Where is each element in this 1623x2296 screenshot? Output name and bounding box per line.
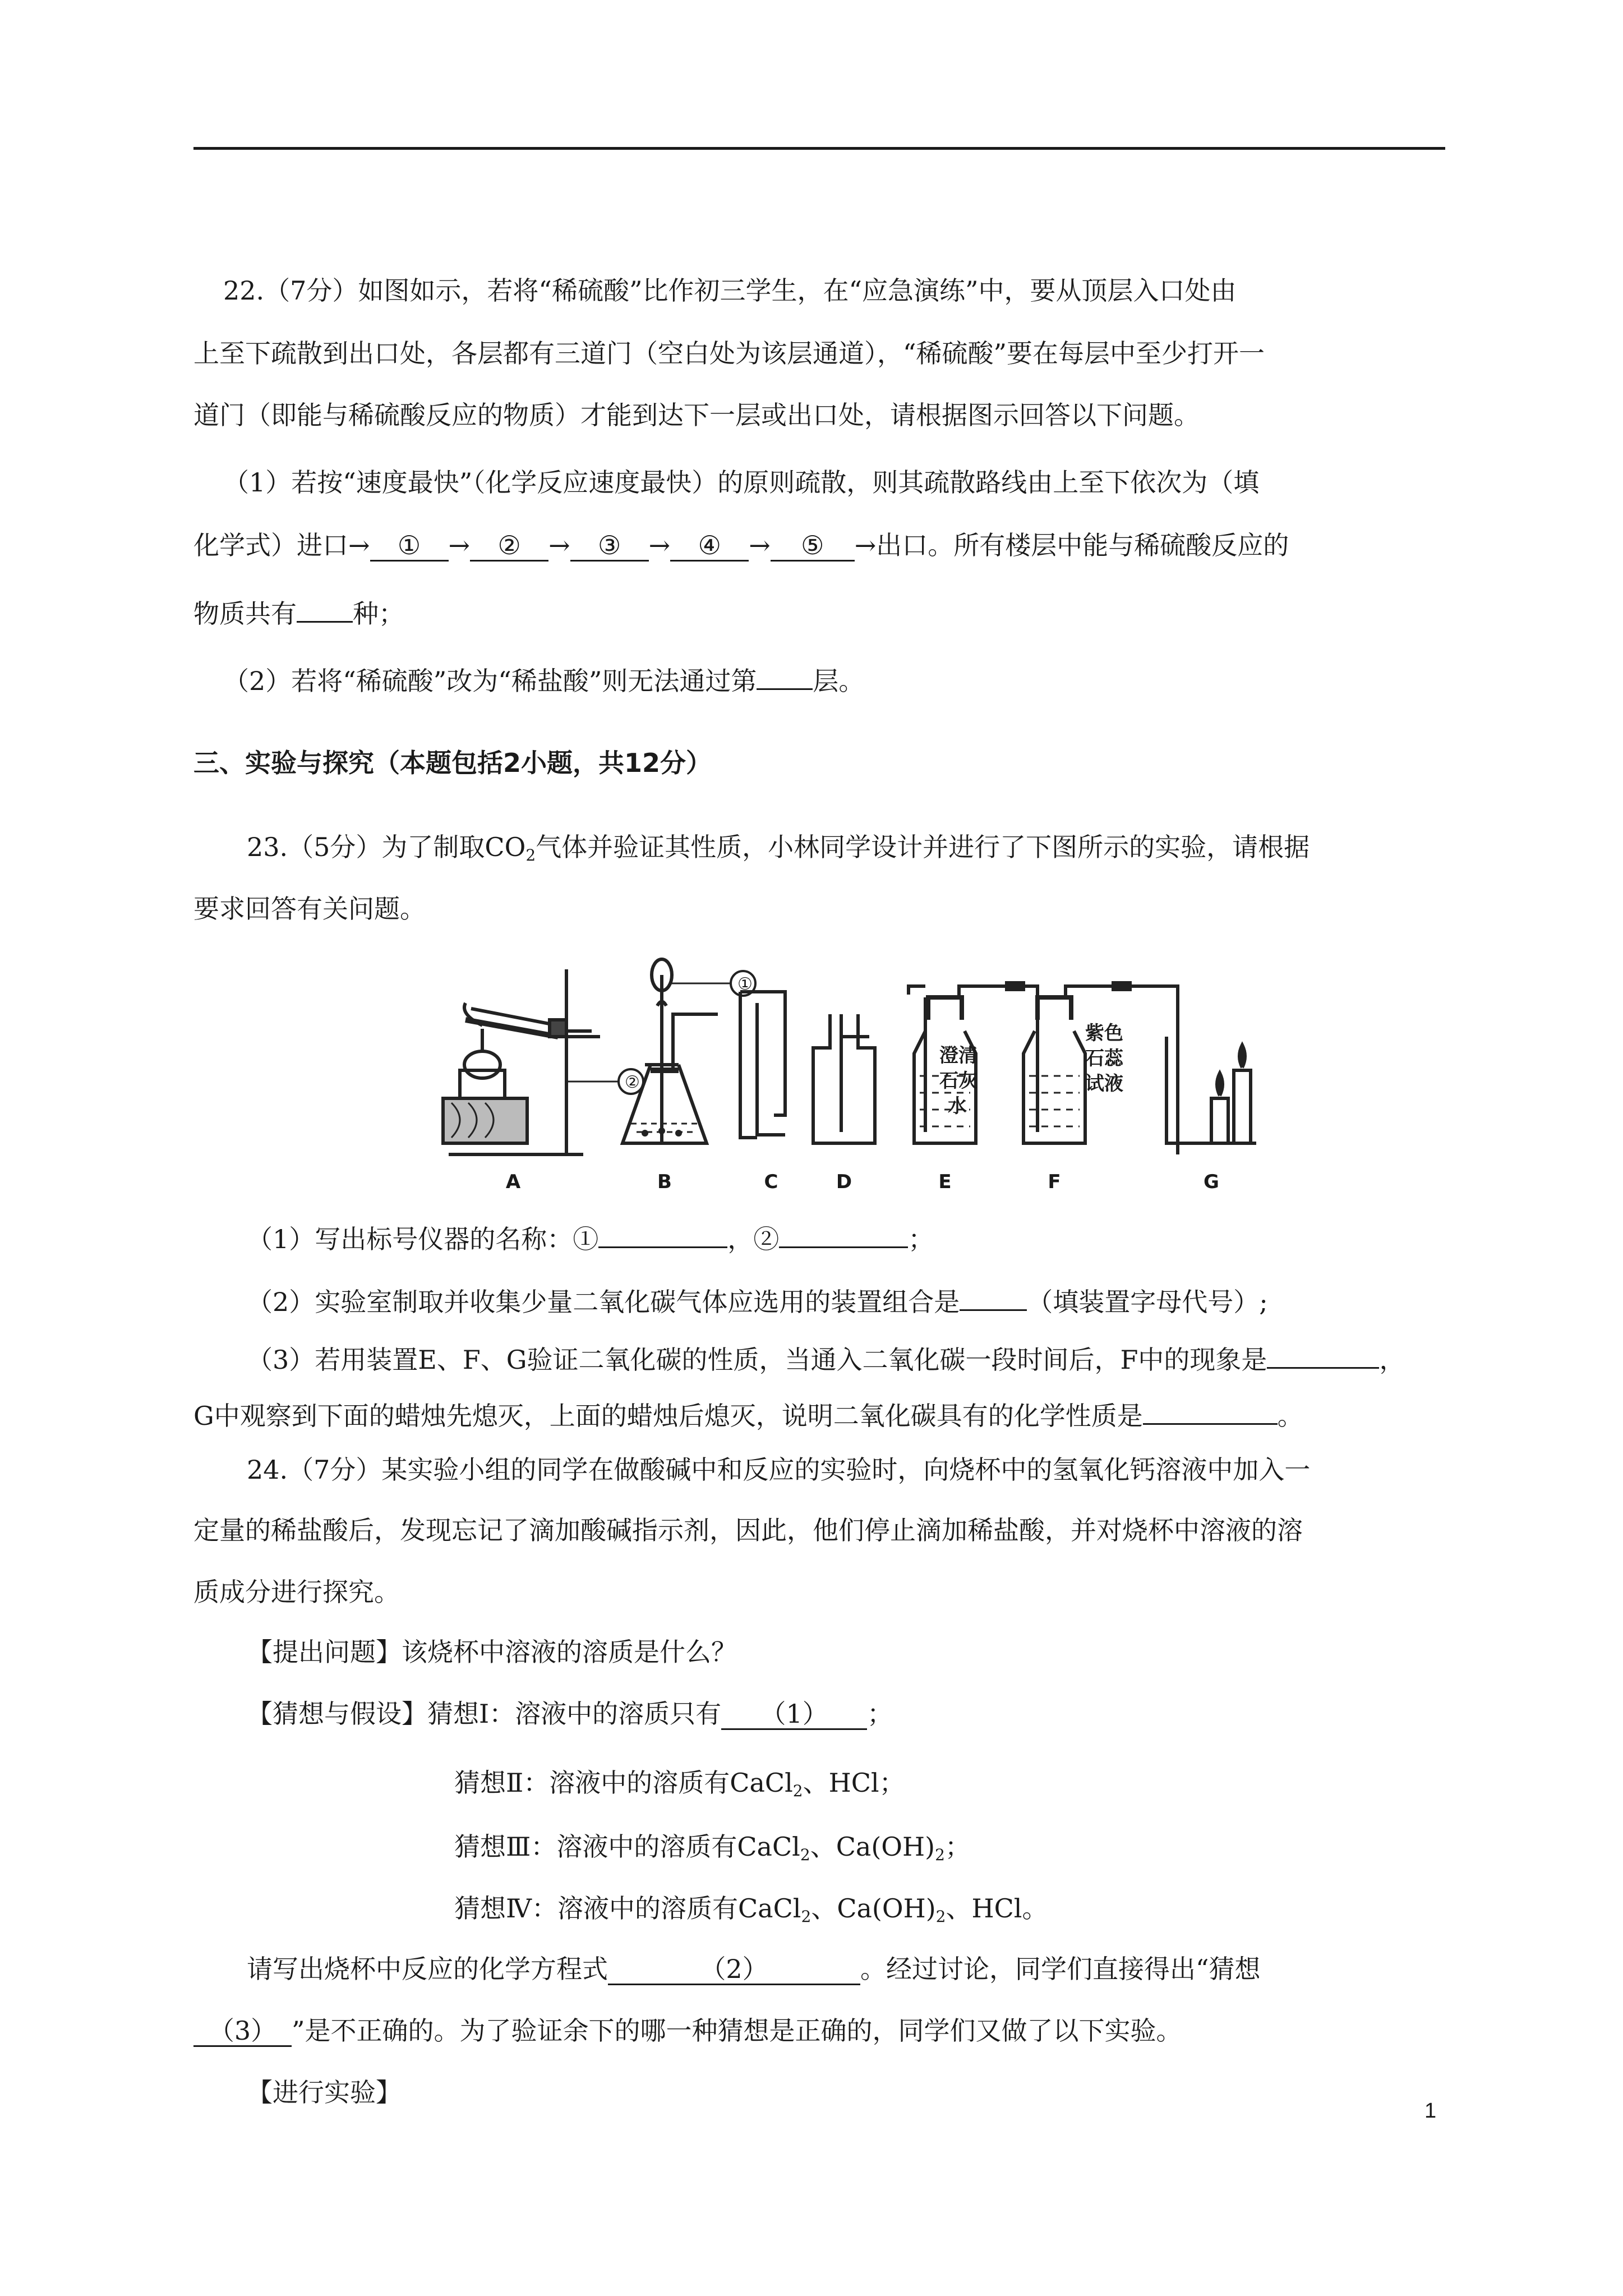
- label-e: E: [938, 1171, 952, 1193]
- answer-blank-2[interactable]: ②: [470, 531, 548, 562]
- e-label-line1: 澄清: [939, 1045, 978, 1067]
- apparatus-g: [1166, 1037, 1256, 1143]
- q23-sub3-line1: （3）若用装置E、F、G验证二氧化碳的性质，当通入二氧化碳一段时间后，F中的现象是 ，: [247, 1338, 1405, 1377]
- answer-blank-guess-number[interactable]: （3）: [193, 2016, 292, 2047]
- q24-line-3: 质成分进行探究。: [193, 1577, 400, 1607]
- answer-blank-phenomenon[interactable]: [1267, 1338, 1379, 1369]
- label-f: F: [1048, 1171, 1061, 1193]
- label-b: B: [657, 1171, 672, 1193]
- q23-sub2: （2）实验室制取并收集少量二氧化碳气体应选用的装置组合是 （填装置字母代号）;: [247, 1280, 1268, 1319]
- q23-sub1: （1）写出标号仪器的名称：① ，② ；: [247, 1217, 934, 1256]
- answer-blank-instrument-2[interactable]: [779, 1217, 908, 1248]
- q24-guess-4: 猜想Ⅳ：溶液中的溶质有CaCl$_2$、$Ca(OH)_2$、HCl。: [454, 1893, 1048, 1926]
- q22-part1-line-3: 物质共有 种；: [193, 592, 404, 631]
- label-a: A: [505, 1171, 521, 1193]
- answer-blank-instrument-1[interactable]: [598, 1217, 727, 1248]
- apparatus-b: [623, 959, 718, 1143]
- q24-guess-1: 【猜想与假设】猜想Ⅰ：溶液中的溶质只有 （1） ；: [247, 1699, 893, 1729]
- answer-blank-5[interactable]: ⑤: [771, 531, 855, 562]
- q24-equation-line: 请写出烧杯中反应的化学方程式 （2） 。经过讨论，同学们直接得出“猜想: [247, 1954, 1261, 1984]
- answer-blank-equation[interactable]: （2）: [608, 1954, 860, 1985]
- section-heading: 三、实验与探究（本题包括2小题，共12分）: [193, 748, 712, 778]
- q22-part2: （2）若将“稀硫酸”改为“稀盐酸”则无法通过第 层。: [223, 659, 864, 698]
- f-label-line1: 紫色: [1085, 1022, 1123, 1045]
- e-label-line2: 石灰: [939, 1070, 978, 1092]
- answer-blank-layer[interactable]: [757, 659, 813, 690]
- q24-line-1: 24.（7分）某实验小组的同学在做酸碱中和反应的实验时，向烧杯中的氢氧化钙溶液中加入一: [247, 1455, 1311, 1485]
- q23-line-2: 要求回答有关问题。: [193, 894, 426, 924]
- q22-part1-line-2: 化学式）进口→ ① → ② → ③ → ④ → ⑤ →出口。所有楼层中能与稀硫酸反应的: [193, 530, 1289, 560]
- f-label-line2: 石蕊: [1085, 1047, 1123, 1070]
- apparatus-d: [813, 1014, 875, 1143]
- label-d: D: [836, 1171, 852, 1193]
- q22-line-2: 上至下疏散到出口处，各层都有三道门（空白处为该层通道），“稀硫酸”要在每层中至少打开一: [193, 338, 1265, 369]
- q23-line-1: 23.（5分）为了制取$CO_2$气体并验证其性质，小林同学设计并进行了下图所示的实验，请根据: [247, 832, 1310, 864]
- q22-part1-line-1: （1）若按“速度最快”（化学反应速度最快）的原则疏散，则其疏散路线由上至下依次为（填: [223, 467, 1260, 498]
- header-rule: [193, 147, 1445, 150]
- experiment-apparatus-figure: [437, 953, 1256, 1199]
- q24-question: 【提出问题】该烧杯中溶液的溶质是什么？: [247, 1637, 737, 1667]
- answer-blank-3[interactable]: ③: [570, 531, 649, 562]
- q24-guess-3: 猜想Ⅲ：溶液中的溶质有CaCl$_2$、$Ca(OH)_2$；: [454, 1832, 971, 1864]
- q24-conclusion-line: （3） ”是不正确的。为了验证余下的哪一种猜想是正确的，同学们又做了以下实验。: [193, 2014, 1182, 2047]
- answer-blank-count[interactable]: [297, 592, 353, 623]
- page-number: 1: [1424, 2099, 1437, 2123]
- answer-blank-apparatus[interactable]: [960, 1280, 1027, 1311]
- callout-1: ①: [737, 974, 753, 994]
- f-label-line3: 试液: [1085, 1073, 1123, 1095]
- apparatus-c: [740, 992, 785, 1138]
- q23-sub3-line2: G中观察到下面的蜡烛先熄灭，上面的蜡烛后熄灭，说明二氧化碳具有的化学性质是 。: [193, 1394, 1303, 1433]
- q24-experiment-heading: 【进行实验】: [247, 2077, 402, 2108]
- answer-blank-4[interactable]: ④: [670, 531, 749, 562]
- answer-blank-property[interactable]: [1143, 1394, 1278, 1425]
- answer-blank-1[interactable]: ①: [370, 531, 449, 562]
- callout-2: ②: [625, 1073, 640, 1092]
- e-label-line3: 水: [948, 1095, 967, 1117]
- q24-guess-2: 猜想Ⅱ：溶液中的溶质有CaCl$_2$、HCl；: [454, 1768, 905, 1800]
- apparatus-f: [987, 983, 1178, 1154]
- answer-blank-guess1[interactable]: （1）: [721, 1699, 867, 1730]
- label-c: C: [764, 1171, 778, 1193]
- label-g: G: [1204, 1171, 1219, 1193]
- apparatus-a: [443, 969, 600, 1154]
- q24-line-2: 定量的稀盐酸后，发现忘记了滴加酸碱指示剂，因此，他们停止滴加稀盐酸，并对烧杯中溶液的溶: [193, 1515, 1303, 1545]
- q22-line-3: 道门（即能与稀硫酸反应的物质）才能到达下一层或出口处，请根据图示回答以下问题。: [193, 400, 1200, 430]
- q22-line-1: 22.（7分）如图如示，若将“稀硫酸”比作初三学生，在“应急演练”中，要从顶层入口处由: [223, 275, 1237, 306]
